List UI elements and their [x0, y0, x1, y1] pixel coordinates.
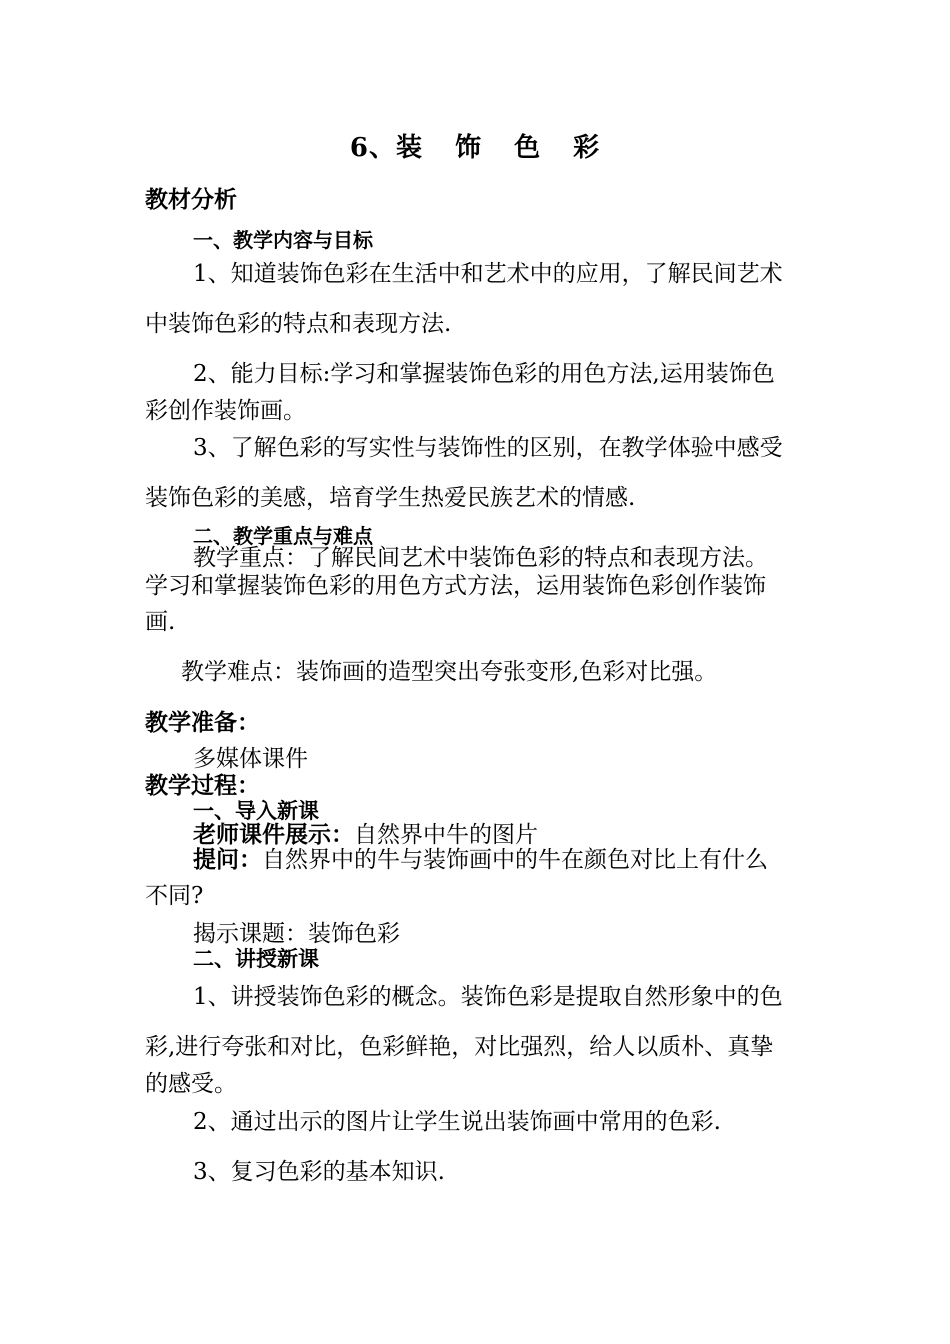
ask-label: 提问：	[193, 847, 262, 873]
focus-line-2: 学习和掌握装饰色彩的用色方式方法，运用装饰色彩创作装饰	[145, 573, 766, 599]
page-title: 6、装 饰 色 彩	[349, 133, 601, 163]
focus-line-3: 画.	[145, 609, 176, 635]
section-heading-analysis: 教材分析	[145, 187, 237, 213]
teach-1-line-3: 的感受。	[145, 1071, 237, 1097]
goal-2-line-2: 彩创作装饰画。	[145, 398, 306, 424]
subheading-teach: 二、讲授新课	[193, 947, 319, 971]
teach-1-line-2: 彩,进行夸张和对比，色彩鲜艳，对比强烈，给人以质朴、真挚	[145, 1034, 774, 1060]
subheading-goals: 一、教学内容与目标	[193, 228, 373, 252]
teach-2-line: 2、通过出示的图片让学生说出装饰画中常用的色彩.	[193, 1109, 721, 1135]
section-heading-preparation: 教学准备：	[145, 710, 260, 736]
teach-1-line-1: 1、讲授装饰色彩的概念。装饰色彩是提取自然形象中的色	[193, 984, 783, 1010]
reveal-line: 揭示课题：装饰色彩	[193, 921, 400, 947]
show-line	[193, 821, 538, 849]
goal-3-line-1: 3、了解色彩的写实性与装饰性的区别，在教学体验中感受	[193, 435, 783, 461]
goal-2-line-1: 2、能力目标:学习和掌握装饰色彩的用色方法,运用装饰色	[193, 361, 775, 387]
goal-3-line-2: 装饰色彩的美感，培育学生热爱民族艺术的情感.	[145, 485, 636, 511]
teach-3-line: 3、复习色彩的基本知识.	[193, 1159, 445, 1185]
difficulty-line: 教学难点：装饰画的造型突出夸张变形,色彩对比强。	[181, 659, 718, 685]
focus-line-1: 教学重点：了解民间艺术中装饰色彩的特点和表现方法。	[193, 545, 768, 571]
ask-line-2: 不同?	[145, 883, 204, 909]
subheading-focus: 二、教学重点与难点	[193, 524, 373, 548]
goal-1-line-2: 中装饰色彩的特点和表现方法.	[145, 311, 452, 337]
ask-line-1	[193, 846, 768, 874]
subheading-intro: 一、导入新课	[193, 799, 319, 823]
ask-text: 自然界中的牛与装饰画中的牛在颜色对比上有什么	[262, 847, 768, 873]
show-label: 老师课件展示：	[193, 822, 354, 848]
goal-1-line-1: 1、知道装饰色彩在生活中和艺术中的应用，了解民间艺术	[193, 261, 783, 287]
show-text: 自然界中牛的图片	[354, 822, 538, 848]
preparation-item: 多媒体课件	[193, 746, 308, 772]
section-heading-process: 教学过程：	[145, 773, 260, 799]
